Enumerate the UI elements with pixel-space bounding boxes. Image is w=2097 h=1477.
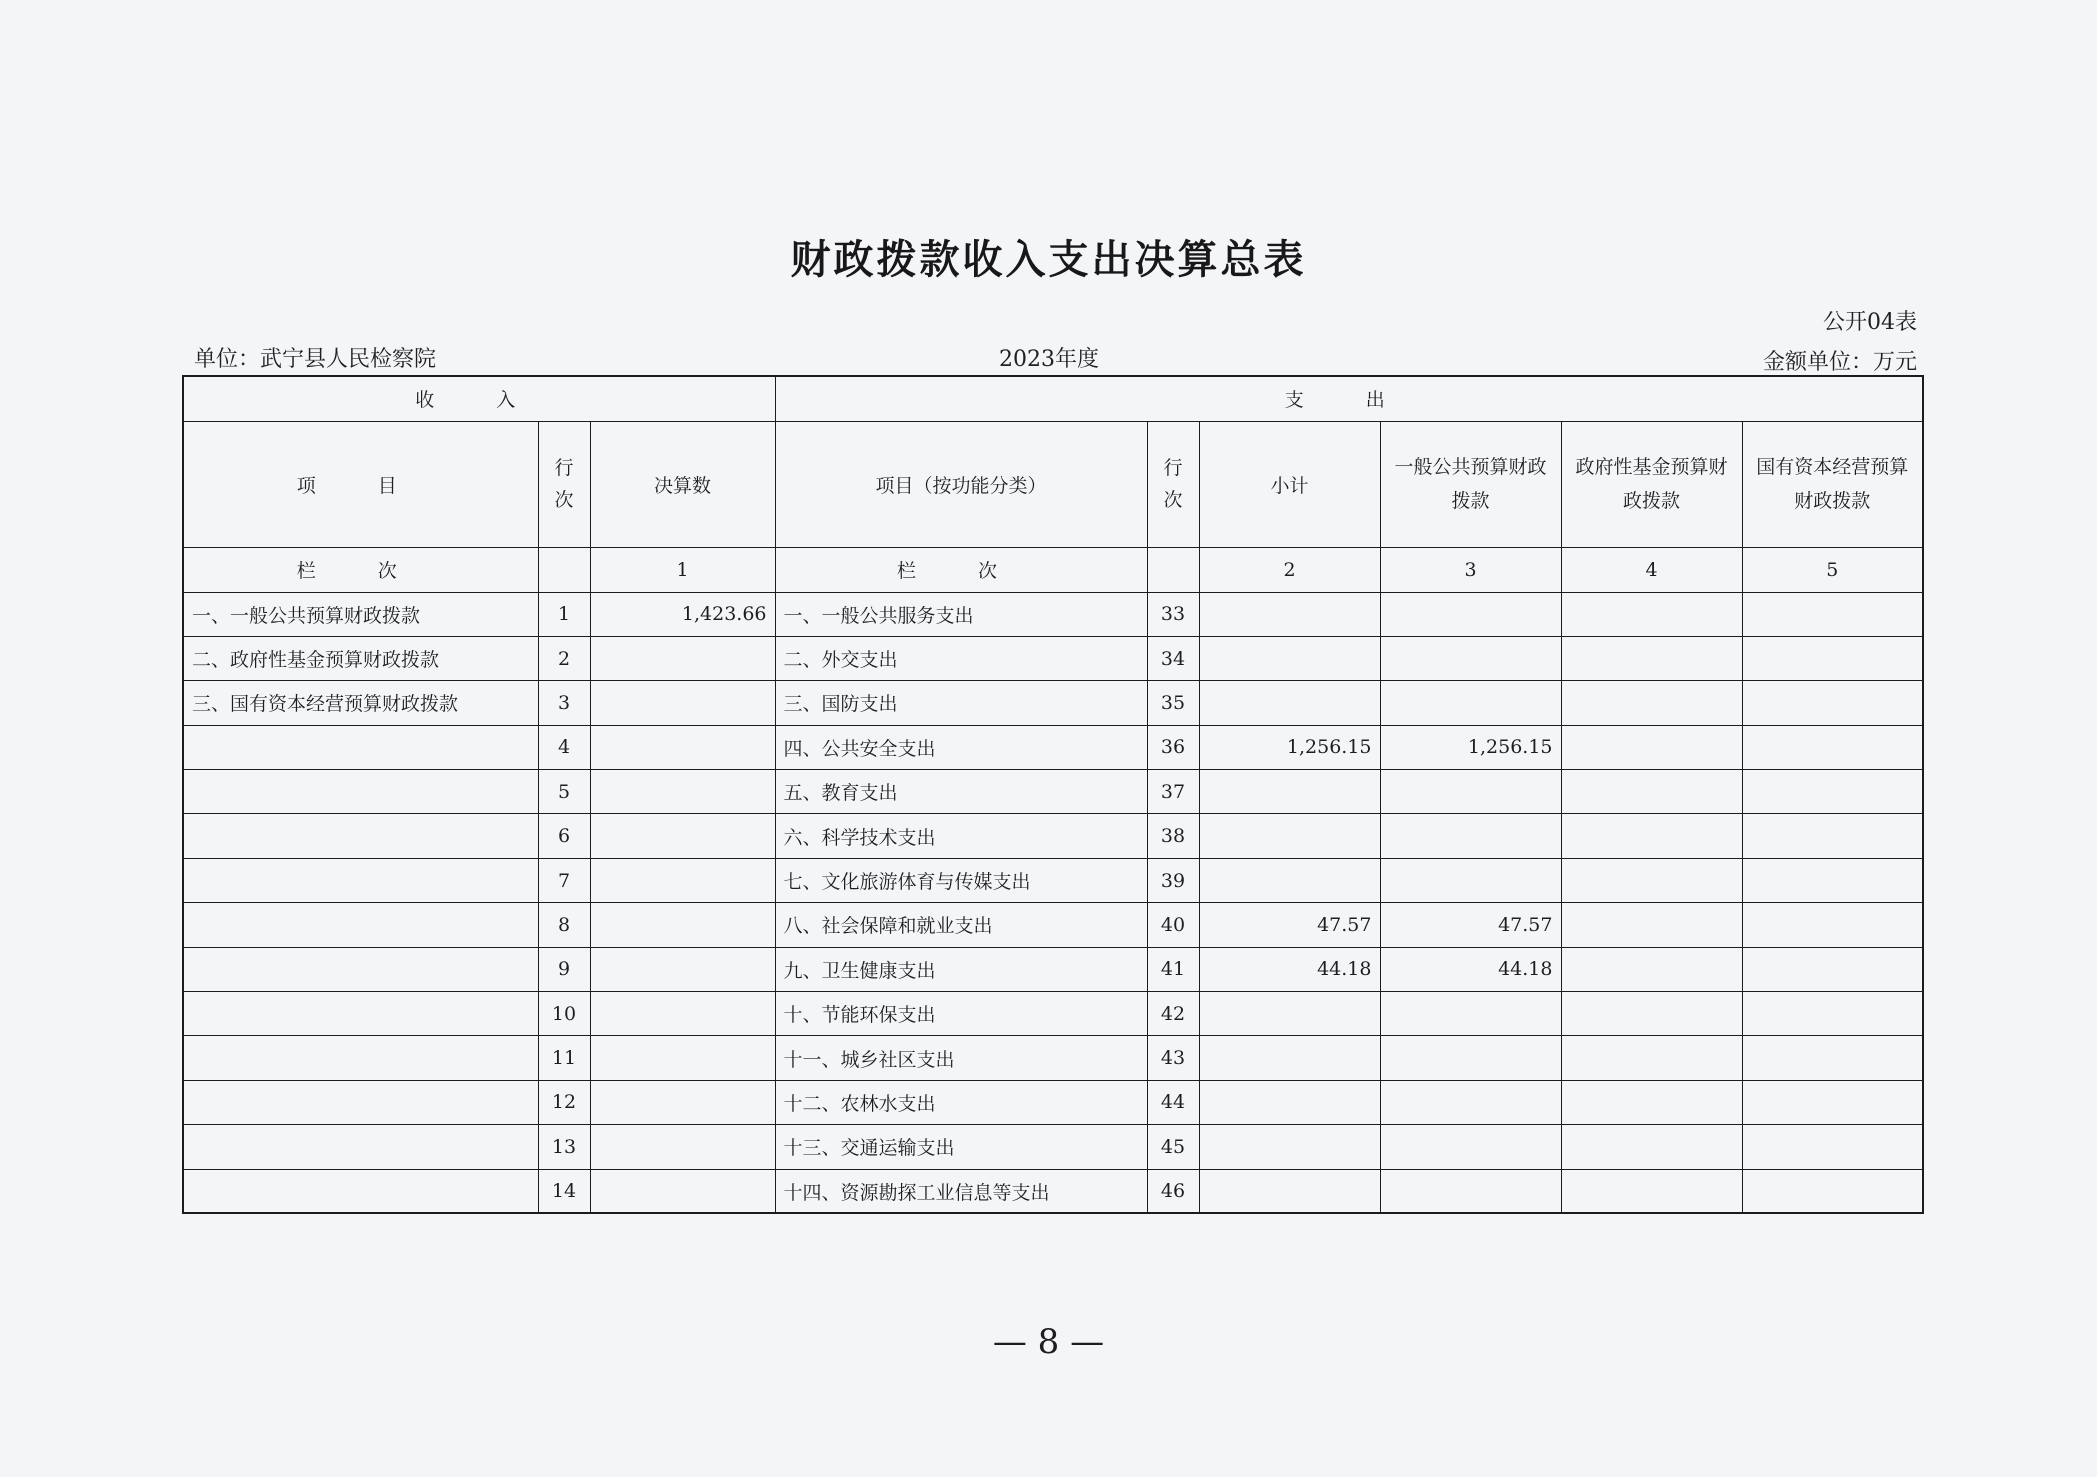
- state-capital-cell: [1742, 1036, 1923, 1080]
- subtotal-cell: 1,256.15: [1199, 725, 1380, 769]
- section-header-row: [183, 376, 1923, 421]
- col-number-2: 2: [1199, 547, 1380, 592]
- expense-item-cell: 五、教育支出: [775, 770, 1147, 814]
- expense-row-no-cell: 44: [1147, 1080, 1199, 1124]
- income-row-no-cell: 10: [538, 992, 590, 1036]
- gov-fund-cell: [1561, 814, 1742, 858]
- expense-row-no-cell: 46: [1147, 1169, 1199, 1213]
- expense-row-no-cell: 36: [1147, 725, 1199, 769]
- expense-item-cell: 二、外交支出: [775, 636, 1147, 680]
- expense-item-cell: 八、社会保障和就业支出: [775, 903, 1147, 947]
- income-item-cell: [183, 1125, 538, 1169]
- state-capital-cell: [1742, 592, 1923, 636]
- table-row: [183, 858, 1923, 902]
- income-item-cell: [183, 858, 538, 902]
- income-item-cell: [183, 725, 538, 769]
- gov-fund-cell: [1561, 1125, 1742, 1169]
- gov-fund-header: 政府性基金预算财政拨款: [1561, 421, 1742, 547]
- general-budget-cell: [1380, 814, 1561, 858]
- income-item-cell: 二、政府性基金预算财政拨款: [183, 636, 538, 680]
- general-budget-cell: 47.57: [1380, 903, 1561, 947]
- expense-row-no-header: 行 次: [1147, 421, 1199, 547]
- column-order-row: [183, 547, 1923, 592]
- expense-row-no-cell: 45: [1147, 1125, 1199, 1169]
- state-capital-cell: [1742, 858, 1923, 902]
- income-row-no-cell: 8: [538, 903, 590, 947]
- table-row: [183, 992, 1923, 1036]
- subtotal-cell: [1199, 681, 1380, 725]
- income-row-no-cell: 1: [538, 592, 590, 636]
- income-row-no-cell: 5: [538, 770, 590, 814]
- income-row-no-cell: 11: [538, 1036, 590, 1080]
- income-row-no-cell: 13: [538, 1125, 590, 1169]
- table-row: [183, 592, 1923, 636]
- gov-fund-cell: [1561, 947, 1742, 991]
- expense-item-cell: 九、卫生健康支出: [775, 947, 1147, 991]
- subtotal-cell: [1199, 992, 1380, 1036]
- gov-fund-cell: [1561, 858, 1742, 902]
- state-capital-cell: [1742, 636, 1923, 680]
- table-row: [183, 1036, 1923, 1080]
- income-amount-cell: [590, 992, 775, 1036]
- empty-cell: [1147, 547, 1199, 592]
- income-amount-cell: [590, 725, 775, 769]
- general-budget-cell: [1380, 636, 1561, 680]
- expense-row-no-cell: 42: [1147, 992, 1199, 1036]
- income-row-no-cell: 2: [538, 636, 590, 680]
- income-amount-cell: [590, 1080, 775, 1124]
- subtotal-cell: [1199, 1080, 1380, 1124]
- form-number: 公开04表: [1823, 310, 1917, 335]
- table-row: [183, 1169, 1923, 1213]
- state-capital-header: 国有资本经营预算财政拨款: [1742, 421, 1923, 547]
- expense-row-no-cell: 34: [1147, 636, 1199, 680]
- general-budget-cell: [1380, 858, 1561, 902]
- income-amount-cell: [590, 770, 775, 814]
- table-row: [183, 1080, 1923, 1124]
- gov-fund-cell: [1561, 770, 1742, 814]
- state-capital-cell: [1742, 1080, 1923, 1124]
- general-budget-cell: [1380, 1169, 1561, 1213]
- expense-item-cell: 六、科学技术支出: [775, 814, 1147, 858]
- expense-item-cell: 十、节能环保支出: [775, 992, 1147, 1036]
- subtotal-cell: 44.18: [1199, 947, 1380, 991]
- subtotal-cell: [1199, 1036, 1380, 1080]
- col-number-3: 3: [1380, 547, 1561, 592]
- col-number-5: 5: [1742, 547, 1923, 592]
- table-row: [183, 636, 1923, 680]
- income-item-cell: [183, 814, 538, 858]
- income-row-no-cell: 9: [538, 947, 590, 991]
- page-number: — 8 —: [992, 1322, 1105, 1362]
- income-amount-cell: [590, 1125, 775, 1169]
- income-amount-cell: [590, 636, 775, 680]
- income-amount-cell: [590, 681, 775, 725]
- gov-fund-cell: [1561, 1036, 1742, 1080]
- income-section-header: 收 入: [183, 376, 775, 421]
- expense-row-no-cell: 35: [1147, 681, 1199, 725]
- general-budget-cell: [1380, 681, 1561, 725]
- general-budget-cell: [1380, 1125, 1561, 1169]
- expense-item-cell: 四、公共安全支出: [775, 725, 1147, 769]
- fiscal-year: 2023年度: [999, 347, 1099, 372]
- table-row: [183, 814, 1923, 858]
- subtotal-cell: [1199, 1125, 1380, 1169]
- general-budget-cell: 44.18: [1380, 947, 1561, 991]
- gov-fund-cell: [1561, 592, 1742, 636]
- income-amount-cell: [590, 1169, 775, 1213]
- expense-item-cell: 三、国防支出: [775, 681, 1147, 725]
- gov-fund-cell: [1561, 1169, 1742, 1213]
- gov-fund-cell: [1561, 681, 1742, 725]
- income-item-cell: [183, 1080, 538, 1124]
- income-amount-cell: 1,423.66: [590, 592, 775, 636]
- empty-cell: [538, 547, 590, 592]
- state-capital-cell: [1742, 1125, 1923, 1169]
- income-amount-cell: [590, 814, 775, 858]
- income-item-cell: [183, 1169, 538, 1213]
- gov-fund-cell: [1561, 725, 1742, 769]
- state-capital-cell: [1742, 1169, 1923, 1213]
- income-item-cell: 三、国有资本经营预算财政拨款: [183, 681, 538, 725]
- subtotal-header: 小计: [1199, 421, 1380, 547]
- state-capital-cell: [1742, 992, 1923, 1036]
- income-row-no-header: 行 次: [538, 421, 590, 547]
- income-amount-cell: [590, 1036, 775, 1080]
- income-item-cell: [183, 770, 538, 814]
- income-row-no-cell: 7: [538, 858, 590, 902]
- general-budget-cell: 1,256.15: [1380, 725, 1561, 769]
- reporting-unit: 单位：武宁县人民检察院: [194, 347, 437, 372]
- subtotal-cell: [1199, 636, 1380, 680]
- state-capital-cell: [1742, 725, 1923, 769]
- general-budget-cell: [1380, 992, 1561, 1036]
- expense-item-cell: 十一、城乡社区支出: [775, 1036, 1147, 1080]
- expense-section-header: 支 出: [775, 376, 1923, 421]
- gov-fund-cell: [1561, 992, 1742, 1036]
- table-row: [183, 770, 1923, 814]
- income-row-no-cell: 14: [538, 1169, 590, 1213]
- expense-item-cell: 一、一般公共服务支出: [775, 592, 1147, 636]
- income-amount-cell: [590, 903, 775, 947]
- general-budget-cell: [1380, 592, 1561, 636]
- subtotal-cell: [1199, 858, 1380, 902]
- subtotal-cell: 47.57: [1199, 903, 1380, 947]
- expense-row-no-cell: 40: [1147, 903, 1199, 947]
- expense-row-no-cell: 41: [1147, 947, 1199, 991]
- expense-item-header: 项目（按功能分类）: [775, 421, 1147, 547]
- income-item-cell: [183, 992, 538, 1036]
- income-amount-cell: [590, 947, 775, 991]
- amount-unit: 金额单位：万元: [1762, 350, 1917, 375]
- state-capital-cell: [1742, 770, 1923, 814]
- general-budget-cell: [1380, 770, 1561, 814]
- gov-fund-cell: [1561, 1080, 1742, 1124]
- gov-fund-cell: [1561, 903, 1742, 947]
- expense-item-cell: 十四、资源勘探工业信息等支出: [775, 1169, 1147, 1213]
- income-column-order-label: 栏 次: [183, 547, 538, 592]
- column-header-row: [183, 421, 1923, 547]
- state-capital-cell: [1742, 947, 1923, 991]
- state-capital-cell: [1742, 903, 1923, 947]
- expense-row-no-cell: 38: [1147, 814, 1199, 858]
- subtotal-cell: [1199, 1169, 1380, 1213]
- income-row-no-cell: 6: [538, 814, 590, 858]
- expense-row-no-cell: 33: [1147, 592, 1199, 636]
- income-item-header: 项 目: [183, 421, 538, 547]
- table-body: [183, 592, 1923, 1213]
- state-capital-cell: [1742, 681, 1923, 725]
- expense-row-no-cell: 39: [1147, 858, 1199, 902]
- page-title: 财政拨款收入支出决算总表: [790, 237, 1307, 283]
- expense-item-cell: 十三、交通运输支出: [775, 1125, 1147, 1169]
- table-row: [183, 725, 1923, 769]
- gov-fund-cell: [1561, 636, 1742, 680]
- general-budget-cell: [1380, 1036, 1561, 1080]
- col-number-4: 4: [1561, 547, 1742, 592]
- income-row-no-cell: 4: [538, 725, 590, 769]
- expense-column-order-label: 栏 次: [775, 547, 1147, 592]
- subtotal-cell: [1199, 770, 1380, 814]
- income-row-no-cell: 3: [538, 681, 590, 725]
- income-item-cell: [183, 903, 538, 947]
- subtotal-cell: [1199, 814, 1380, 858]
- general-budget-header: 一般公共预算财政拨款: [1380, 421, 1561, 547]
- income-item-cell: 一、一般公共预算财政拨款: [183, 592, 538, 636]
- expense-row-no-cell: 43: [1147, 1036, 1199, 1080]
- expense-item-cell: 七、文化旅游体育与传媒支出: [775, 858, 1147, 902]
- table-row: [183, 947, 1923, 991]
- fiscal-summary-table: [182, 375, 1924, 1214]
- state-capital-cell: [1742, 814, 1923, 858]
- subtotal-cell: [1199, 592, 1380, 636]
- income-item-cell: [183, 947, 538, 991]
- col-number-1: 1: [590, 547, 775, 592]
- income-row-no-cell: 12: [538, 1080, 590, 1124]
- income-amount-cell: [590, 858, 775, 902]
- table-row: [183, 1125, 1923, 1169]
- table-row: [183, 903, 1923, 947]
- expense-item-cell: 十二、农林水支出: [775, 1080, 1147, 1124]
- expense-row-no-cell: 37: [1147, 770, 1199, 814]
- table-row: [183, 681, 1923, 725]
- general-budget-cell: [1380, 1080, 1561, 1124]
- income-item-cell: [183, 1036, 538, 1080]
- final-amount-header: 决算数: [590, 421, 775, 547]
